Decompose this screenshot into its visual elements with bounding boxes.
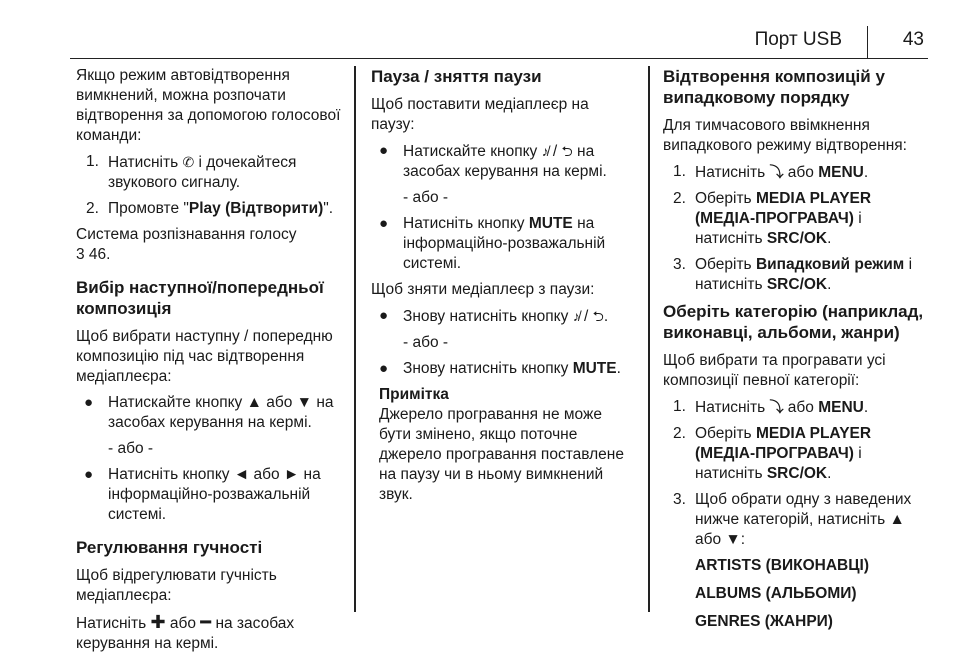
page-number: 43 [902,29,924,50]
heading-random: Відтворення композицій у випадковому порядку [663,67,885,107]
mute-icon: ♪̸ [572,308,580,324]
column-divider-1 [354,66,356,612]
note-title: Примітка [379,386,449,403]
or-separator: - або - [403,189,449,206]
column-2 [371,66,633,505]
list-item: 3. Оберіть Випадковий режим і натисніть SRC/OK. [673,256,913,293]
menu-arrow-icon: ⤵ [769,399,784,415]
list-item: 2. Промовте "Play (Відтворити)". [86,200,334,217]
random-intro: Для тимчасового ввімкнення випадкового режиму відтворення: [663,117,907,154]
voice-steps [76,152,348,219]
voice-reference: Система розпізнавання голосу 3 46. [76,226,297,263]
pause-intro: Щоб поставити медіаплеєр на паузу: [371,96,589,133]
list-item: 2. Оберіть MEDIA PLAYER (МЕДІА-ПРОГРАВАЧ) і натисніть SRC/OK. [673,425,872,482]
unpause-bullets [371,306,633,379]
note-box [379,385,633,505]
voice-command-icon: ✆ [182,154,195,170]
or-separator: - або - [403,334,449,351]
next-bullets [76,393,348,525]
random-steps [663,162,925,295]
category-steps [663,397,925,550]
list-item: 3. Щоб обрати одну з наведених нижче категорій, натисніть ▲ або ▼: [673,491,912,548]
list-item: ● Знову натисніть кнопку MUTE. [379,360,621,377]
volume-intro: Щоб відрегулювати гучність медіаплеєра: [76,567,277,604]
category-intro: Щоб вибрати та програвати усі композиції певної категорії: [663,352,886,389]
next-intro: Щоб вибрати наступну / попередню композицію під час відтворення медіаплеєра: [76,328,333,385]
autoplay-intro: Якщо режим автовідтворення вимкнений, можна розпочати відтворення за допомогою голосової команди: [76,67,341,144]
pause-bullets [371,141,633,274]
list-item: ● Натисніть кнопку MUTE на інформаційно-розважальній системі. [379,215,606,272]
or-separator: - або - [108,440,154,457]
list-item: ● Знову натисніть кнопку ♪̸ / ⮌. [379,307,609,325]
header-divider [867,26,869,58]
heading-volume: Регулювання гучності [76,538,263,557]
category-artists: ARTISTS (ВИКОНАВЦІ) [695,557,869,574]
list-item: 1. Натисніть ⤵ або MENU. [673,398,869,416]
list-item: 1. Натисніть ⤵ або MENU. [673,163,869,181]
page-header [70,18,928,59]
minus-icon: ━ [200,612,212,632]
heading-next-track: Вибір наступної/попередньої композиція [76,278,324,318]
heading-category: Оберіть категорію (наприклад, виконавці, альбоми, жанри) [663,302,924,342]
header-title: Порт USB [754,29,842,50]
menu-arrow-icon: ⤵ [769,164,784,180]
category-genres: GENRES (ЖАНРИ) [695,613,833,630]
list-item: ● Натискайте кнопку ▲ або ▼ на засобах керування на кермі. [84,394,334,431]
note-text: Джерело програвання не може бути змінено, якщо поточне джерело програвання поставлене на паузу чи в ньому вимкнений звук. [379,406,624,503]
list-item: 1. Натисніть ✆ і дочекайтеся звукового сигналу. [86,153,297,191]
category-albums: ALBUMS (АЛЬБОМИ) [695,585,857,602]
list-item: ● Натискайте кнопку ♪̸ / ⮌ на засобах керування на кермі. [379,142,607,180]
list-item: ● Натисніть кнопку ◄ або ► на інформаційно-розважальній системі. [84,466,321,523]
plus-icon: ✚ [150,612,166,632]
list-item: 2. Оберіть MEDIA PLAYER (МЕДІА-ПРОГРАВАЧ) і натисніть SRC/OK. [673,190,872,247]
column-3 [663,66,925,640]
volume-instructions: Натисніть ✚ або ━ на засобах керування на кермі. [76,612,295,652]
back-icon: ⮌ [592,308,604,324]
unpause-intro: Щоб зняти медіаплеєр з паузи: [371,281,595,298]
heading-pause: Пауза / зняття паузи [371,67,542,86]
column-1 [76,66,348,660]
mute-icon: ♪̸ [541,143,549,159]
column-divider-2 [648,66,650,612]
back-icon: ⮌ [561,143,573,159]
